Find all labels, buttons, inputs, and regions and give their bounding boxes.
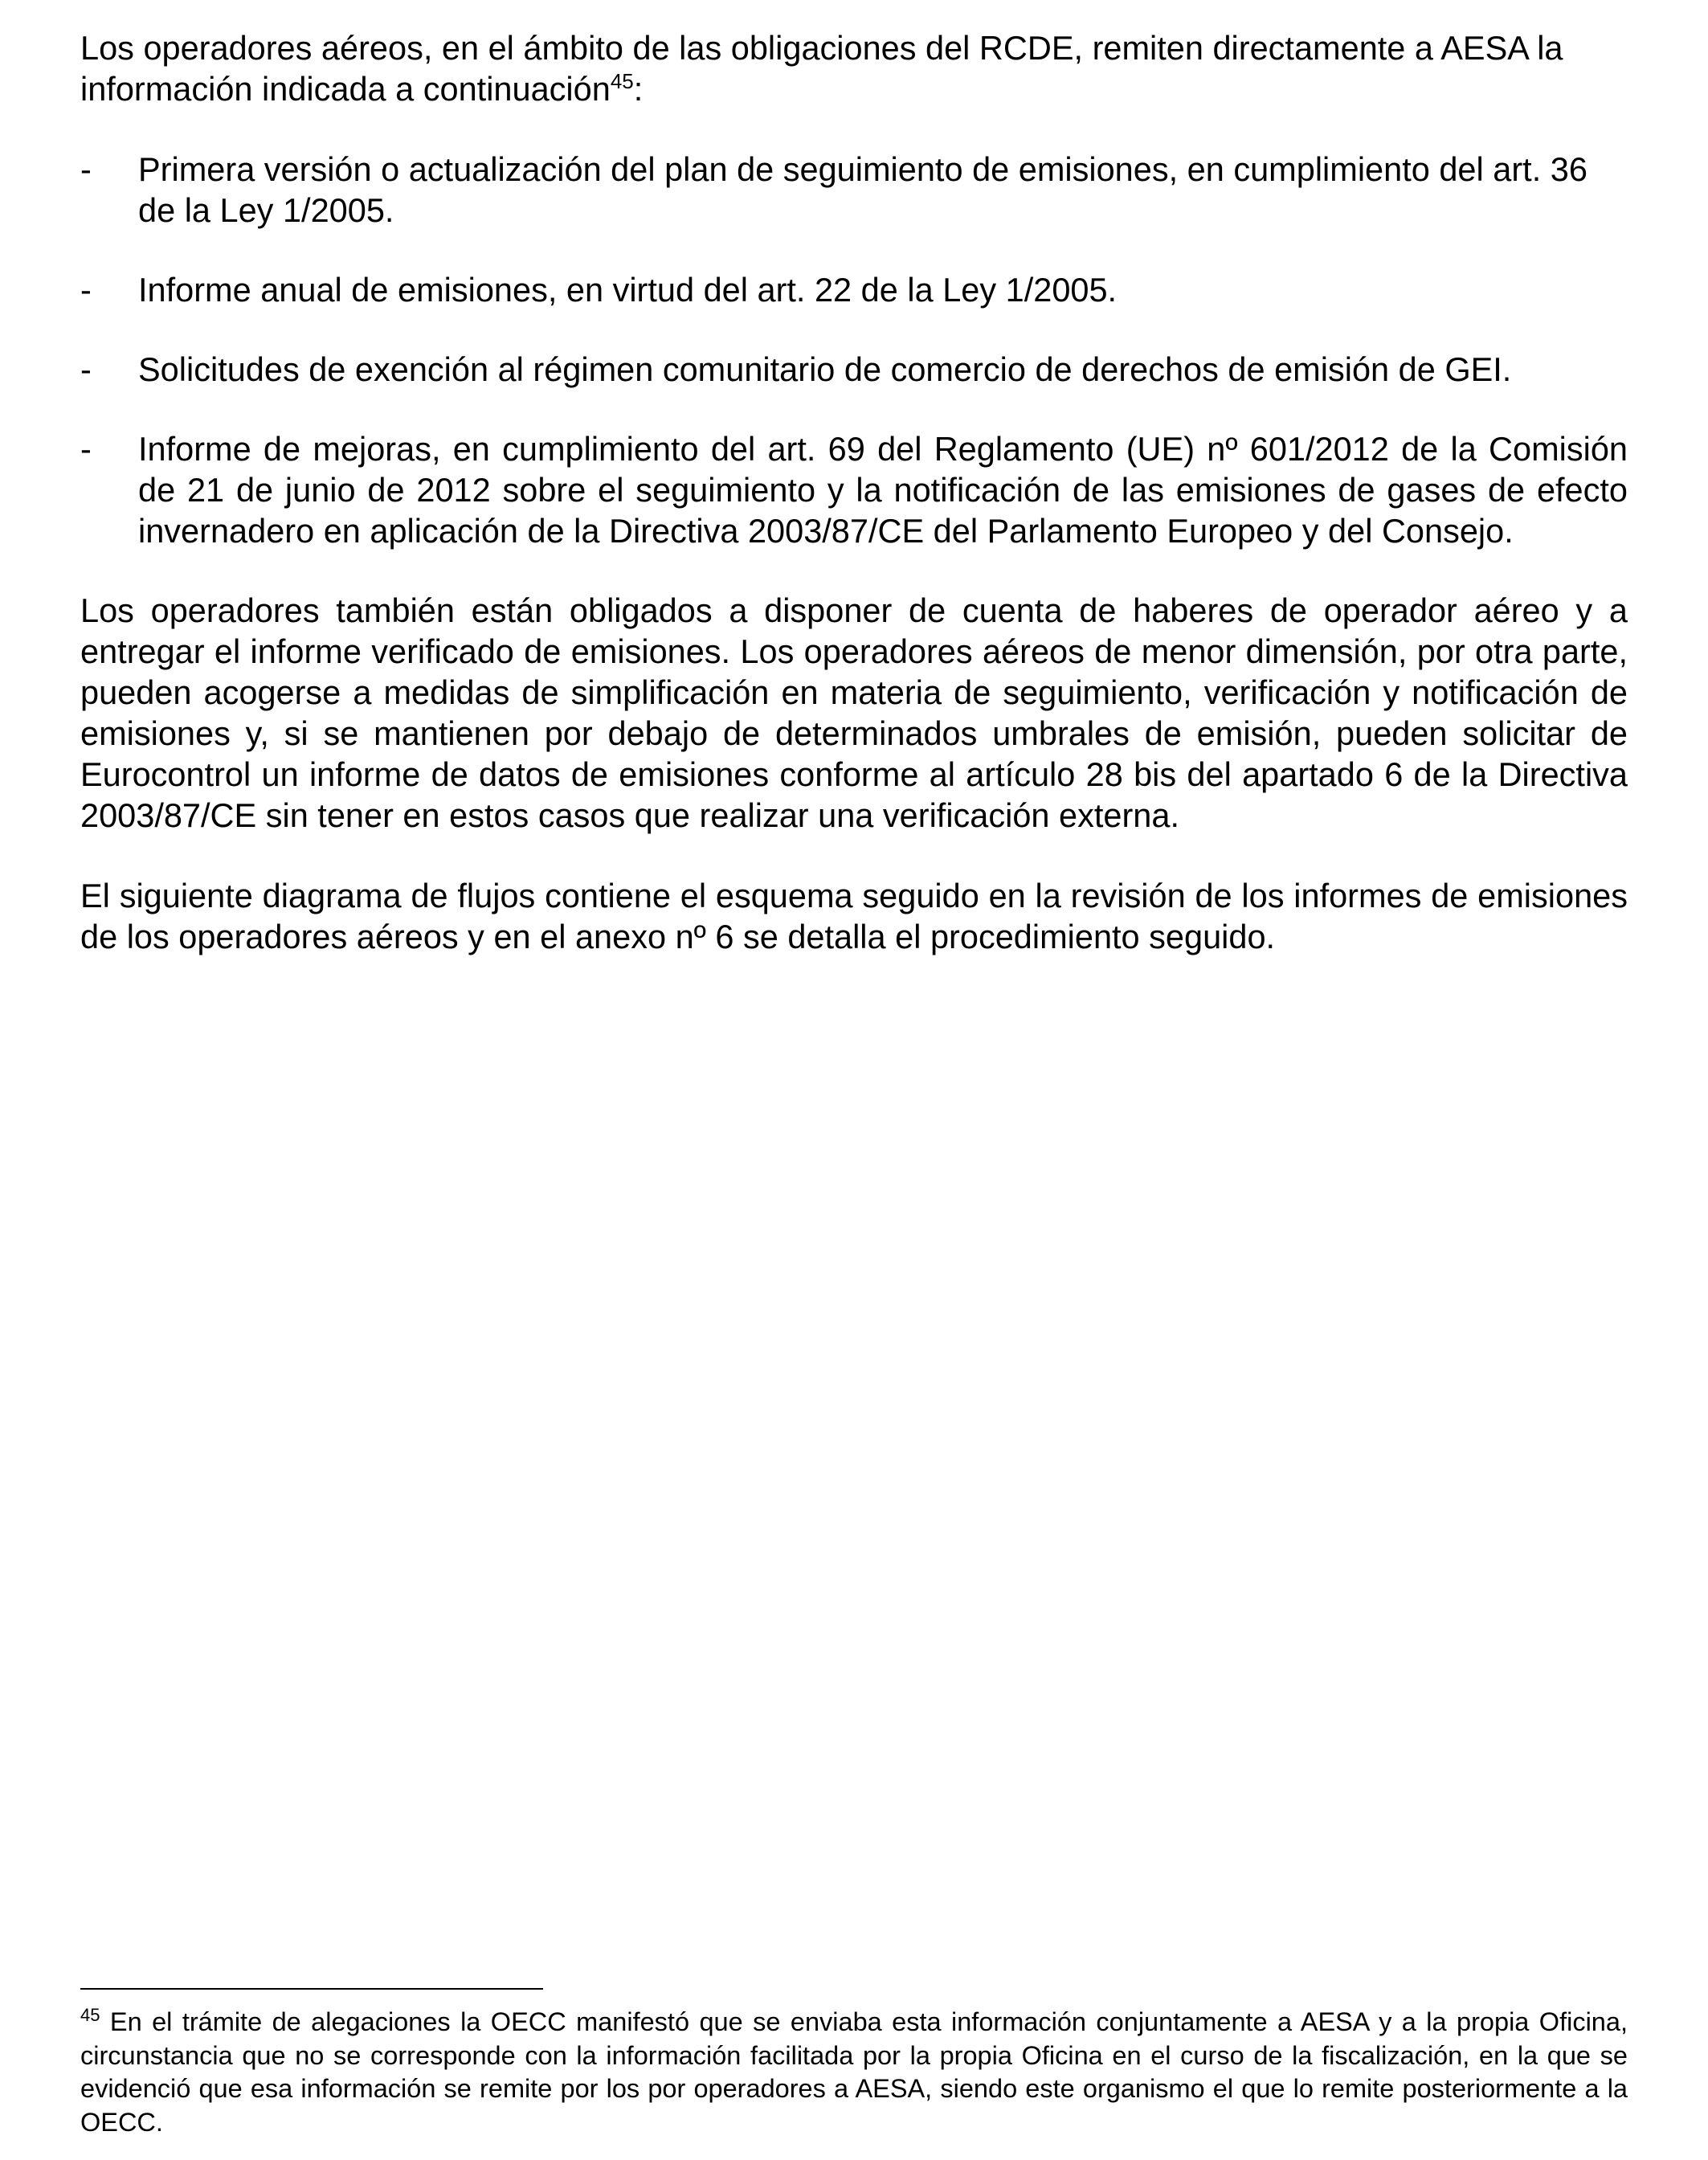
footnote-reference[interactable]: 45: [610, 69, 634, 93]
footnote-text: En el trámite de alegaciones la OECC manifestó que se enviaba esta información conjuntamente a AESA y a la propia Oficina, circunstancia que no se corresponde con la información facilitada por la propia Oficina en el curso de la fiscalización, en la que se evidenció que esa información se remite por los por operadores a AESA, siendo este organismo el que lo remite posteriormente a la OECC.: [80, 2007, 1628, 2137]
list-item: [80, 269, 1628, 310]
bullet-dash: -: [80, 271, 92, 309]
bullet-dash: -: [80, 430, 92, 468]
list-item: [80, 428, 1628, 551]
list-item-text: Informe de mejoras, en cumplimiento del art. 69 del Reglamento (UE) nº 601/2012 de la Comisión de 21 de junio de 2012 sobre el seguimiento y la notificación de las emisiones de gases de efecto invernadero en aplicación de la Directiva 2003/87/CE del Parlamento Europeo y del Consejo.: [138, 430, 1628, 550]
intro-text: Los operadores aéreos, en el ámbito de las obligaciones del RCDE, remiten directamente a AESA la información indicada a continuación: [80, 29, 1563, 108]
footnote-number: 45: [80, 2005, 100, 2025]
list-item: [80, 349, 1628, 390]
footnote-separator: [80, 1988, 543, 1990]
bullet-dash: -: [80, 150, 92, 188]
list-item-text: Solicitudes de exención al régimen comunitario de comercio de derechos de emisión de GEI.: [138, 350, 1512, 388]
body-paragraph-diagram: El siguiente diagrama de flujos contiene el esquema seguido en la revisión de los informes de emisiones de los operadores aéreos y en el anexo nº 6 se detalla el procedimiento seguido.: [80, 877, 1628, 955]
bullet-dash: -: [80, 350, 92, 388]
intro-colon: :: [633, 70, 644, 108]
intro-paragraph: [80, 27, 1628, 109]
list-item: [80, 149, 1628, 231]
list-item-text: Primera versión o actualización del plan de seguimiento de emisiones, en cumplimiento del art. 36 de la Ley 1/2005.: [138, 150, 1587, 229]
list-item-text: Informe anual de emisiones, en virtud del art. 22 de la Ley 1/2005.: [138, 271, 1118, 309]
page-body: [80, 27, 1628, 996]
bullet-list: [80, 149, 1628, 551]
footnote: [80, 2006, 1628, 2139]
body-paragraph-operators: Los operadores también están obligados a disponer de cuenta de haberes de operador aéreo y a entregar el informe verificado de emisiones. Los operadores aéreos de menor dimensión, por otra parte, pueden acogerse a medidas de simplificación en materia de seguimiento, verificación y notificación de emisiones y, si se mantienen por debajo de determinados umbrales de emisión, pueden solicitar de Eurocontrol un informe de datos de emisiones conforme al artículo 28 bis del apartado 6 de la Directiva 2003/87/CE sin tener en estos casos que realizar una verificación externa.: [80, 591, 1628, 834]
